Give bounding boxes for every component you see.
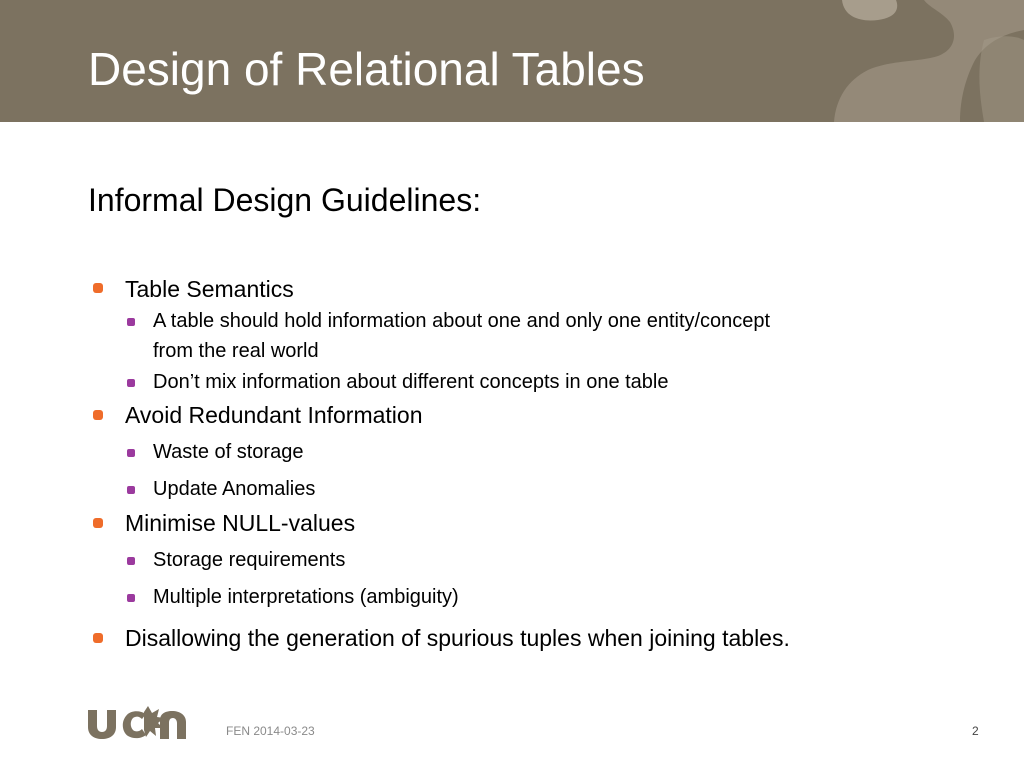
sub-bullet-marker-icon	[127, 557, 135, 565]
sub-bullet-marker-icon	[127, 594, 135, 602]
ucn-logo-icon	[86, 706, 190, 740]
bullet-item: Avoid Redundant Information	[125, 402, 423, 428]
footer-date: FEN 2014-03-23	[226, 724, 315, 738]
sub-bullet-item: Waste of storage	[153, 441, 304, 463]
slide-title: Design of Relational Tables	[88, 43, 645, 95]
sub-bullet-item: Multiple interpretations (ambiguity)	[153, 586, 459, 608]
bullet-marker-icon	[93, 633, 103, 643]
bullet-item: Minimise NULL-values	[125, 510, 356, 536]
sub-bullet-continuation: from the real world	[153, 340, 319, 362]
bullet-item: Disallowing the generation of spurious tuples when joining tables.	[125, 625, 790, 651]
slide-subtitle: Informal Design Guidelines:	[88, 182, 482, 218]
sub-bullet-item: A table should hold information about one and only one entity/concept	[153, 310, 771, 332]
sub-bullet-marker-icon	[127, 379, 135, 387]
sub-bullet-marker-icon	[127, 486, 135, 494]
sub-bullet-item: Update Anomalies	[153, 478, 316, 500]
bullet-marker-icon	[93, 518, 103, 528]
sub-bullet-marker-icon	[127, 449, 135, 457]
bullet-marker-icon	[93, 283, 103, 293]
sub-bullet-marker-icon	[127, 318, 135, 326]
bullet-item: Table Semantics	[125, 276, 294, 302]
bullet-marker-icon	[93, 410, 103, 420]
page-number: 2	[972, 724, 979, 738]
sub-bullet-item: Storage requirements	[153, 549, 346, 571]
sub-bullet-item: Don’t mix information about different concepts in one table	[153, 371, 669, 393]
